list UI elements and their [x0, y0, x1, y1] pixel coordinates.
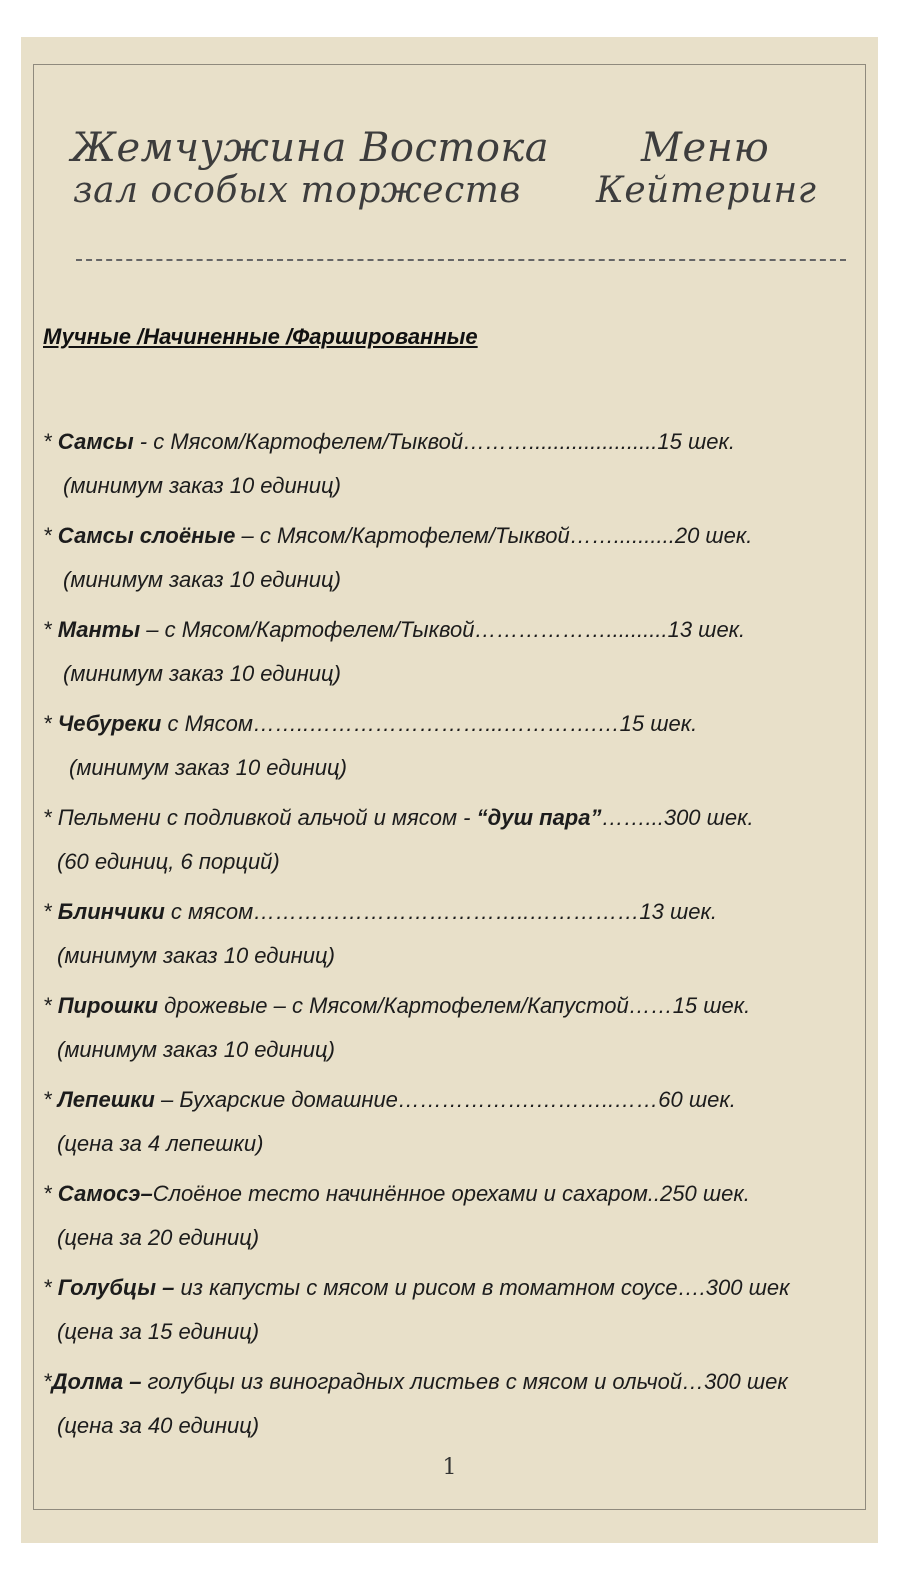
menu-item-line [43, 1078, 843, 1122]
item-price: 13 шек. [667, 617, 746, 642]
item-description: - с Мясом/Картофелем/Тыквой………..................... [133, 429, 658, 454]
item-description: с Мясом……..……………………...………….… [161, 711, 620, 736]
item-description: – с Мясом/Картофелем/Тыквой……………….......... [140, 617, 668, 642]
item-price: 60 шек. [658, 1087, 736, 1112]
item-name: Самосэ– [57, 1181, 153, 1206]
item-note: (минимум заказ 10 единиц) [69, 755, 347, 780]
menu-item [43, 1266, 843, 1360]
menu-item-line [43, 702, 843, 746]
menu-item [43, 984, 843, 1078]
item-name: Манты [57, 617, 141, 642]
item-price: 250 шек. [660, 1181, 750, 1206]
bullet: * [43, 523, 58, 548]
item-name: Голубцы – [57, 1275, 175, 1300]
item-name: Лепешки [57, 1087, 155, 1112]
menu-item-line [43, 420, 843, 464]
item-name: Самсы [57, 429, 134, 454]
bullet: * [43, 1369, 52, 1394]
item-price: 15 шек. [657, 429, 736, 454]
item-note: (цена за 20 единиц) [57, 1225, 260, 1250]
item-note: (цена за 4 лепешки) [57, 1131, 264, 1156]
menu-item [43, 1360, 843, 1454]
bullet: * [43, 899, 58, 924]
item-name: Блинчики [57, 899, 165, 924]
item-name: Пирошки [57, 993, 158, 1018]
menu-item [43, 420, 843, 514]
item-name: Чебуреки [57, 711, 162, 736]
menu-item [43, 890, 843, 984]
menu-item-line [43, 984, 843, 1028]
item-price: 15 шек. [672, 993, 751, 1018]
item-price: 300 шек [704, 1369, 788, 1394]
menu-item-line [43, 890, 843, 934]
menu-item-line [43, 1172, 843, 1216]
item-name: “душ пара” [476, 805, 602, 830]
bullet: * [43, 993, 58, 1018]
item-note: (минимум заказ 10 единиц) [63, 473, 341, 498]
item-note: (цена за 40 единиц) [57, 1413, 260, 1438]
item-leader: ……... [601, 805, 664, 830]
bullet: * [43, 617, 58, 642]
item-price: 20 шек. [674, 523, 753, 548]
item-note: (цена за 15 единиц) [57, 1319, 260, 1344]
item-note: (минимум заказ 10 единиц) [63, 567, 341, 592]
item-description: – с Мясом/Картофелем/Тыквой…….......... [235, 523, 675, 548]
hall-subtitle: зал особых торжеств [73, 170, 521, 211]
item-description: из капусты с мясом и рисом в томатном соусе…. [174, 1275, 706, 1300]
item-price: 300 шек. [663, 805, 754, 830]
item-name: Долма – [51, 1369, 142, 1394]
bullet: * [43, 711, 58, 736]
menu-item-line [43, 514, 843, 558]
item-description: голубцы из виноградных листьев с мясом и ольчой… [141, 1369, 705, 1394]
item-price: 15 шек. [619, 711, 698, 736]
menu-item [43, 608, 843, 702]
bullet: * [43, 429, 58, 454]
item-name: Самсы слоёные [57, 523, 236, 548]
catering-title: Кейтеринг [596, 170, 817, 211]
menu-item [43, 702, 843, 796]
restaurant-name: Жемчужина Востока [71, 125, 550, 171]
item-description: дрожевые – с Мясом/Картофелем/Капустой…… [157, 993, 673, 1018]
item-description: – Бухарские домашние……………….………..…… [154, 1087, 659, 1112]
item-note: (минимум заказ 10 единиц) [57, 943, 335, 968]
item-note: (60 единиц, 6 порций) [57, 849, 280, 874]
menu-item-line [43, 1266, 843, 1310]
menu-item [43, 514, 843, 608]
menu-title: Меню [641, 125, 770, 171]
header-divider [76, 259, 846, 261]
bullet: * [43, 1181, 58, 1206]
item-description: Слоёное тесто начинённое орехами и сахаром.. [152, 1181, 661, 1206]
bullet: * [43, 1275, 58, 1300]
item-description: с мясом………………………………..…………… [164, 899, 640, 924]
page-number: 1 [442, 1455, 457, 1480]
menu-page [21, 37, 878, 1543]
item-price: 13 шек. [639, 899, 718, 924]
item-note: (минимум заказ 10 единиц) [63, 661, 341, 686]
menu-item [43, 1172, 843, 1266]
menu-item [43, 796, 843, 890]
bullet: * [43, 1087, 58, 1112]
menu-item-line [43, 1360, 843, 1404]
menu-items [43, 420, 843, 1454]
item-price: 300 шек [705, 1275, 790, 1300]
menu-item-line [43, 608, 843, 652]
item-note: (минимум заказ 10 единиц) [57, 1037, 335, 1062]
item-description: Пельмени с подливкой альчой и мясом - [57, 805, 477, 830]
menu-item [43, 1078, 843, 1172]
section-title: Мучные /Начиненные /Фаршированные [43, 324, 478, 349]
bullet: * [43, 805, 58, 830]
menu-item-line [43, 796, 843, 840]
